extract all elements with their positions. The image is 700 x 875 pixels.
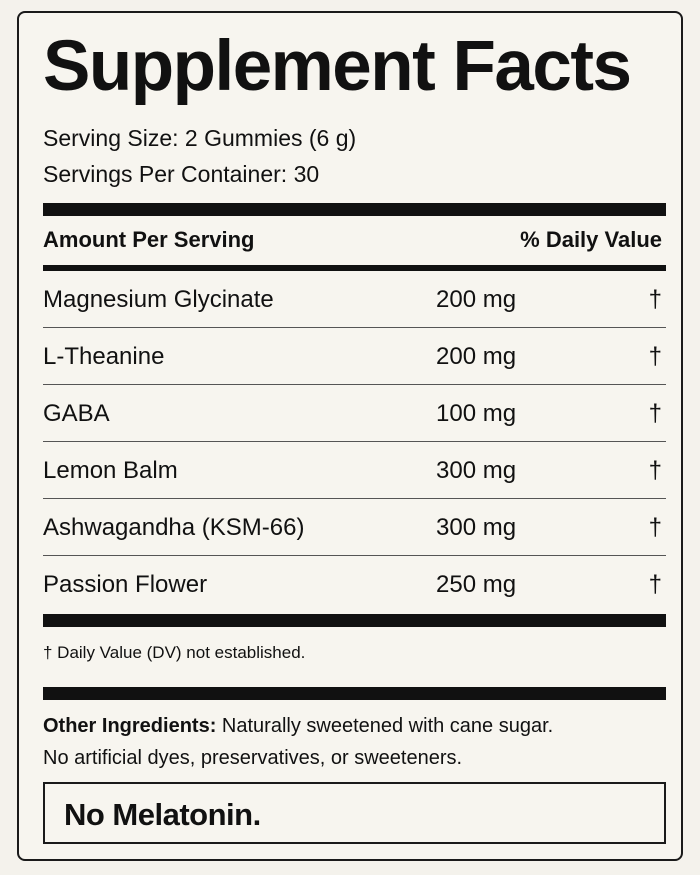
ingredient-daily-value: † <box>648 457 662 484</box>
ingredient-daily-value: † <box>648 514 662 541</box>
other-ingredients-label: Other Ingredients: <box>43 715 217 737</box>
ingredient-name: GABA <box>43 400 110 427</box>
other-ingredients-note: No artificial dyes, preservatives, or sweeteners. <box>43 747 463 769</box>
servings-per-container: Servings Per Container: 30 <box>43 161 320 187</box>
other-ingredients-text: Naturally sweetened with cane sugar. <box>216 715 554 737</box>
ingredient-row <box>43 442 666 499</box>
ingredient-name: Lemon Balm <box>43 457 178 484</box>
daily-value-footnote: † Daily Value (DV) not established. <box>43 643 306 662</box>
daily-value-header: % Daily Value <box>520 227 662 252</box>
ingredient-amount: 250 mg <box>436 571 517 598</box>
other-ingredients <box>43 710 666 774</box>
no-melatonin-callout <box>43 782 666 844</box>
thick-divider-top <box>43 203 666 216</box>
ingredient-row <box>43 385 666 442</box>
ingredient-row <box>43 328 666 385</box>
ingredient-daily-value: † <box>648 343 662 370</box>
supplement-facts-panel <box>17 11 683 861</box>
ingredient-amount: 200 mg <box>436 286 517 313</box>
amount-per-serving-header: Amount Per Serving <box>43 227 255 252</box>
ingredient-daily-value: † <box>648 571 662 598</box>
ingredient-name: Magnesium Glycinate <box>43 286 274 313</box>
ingredient-daily-value: † <box>648 286 662 313</box>
callout-text: No Melatonin. <box>64 797 261 832</box>
ingredient-row <box>43 556 666 613</box>
ingredient-name: L-Theanine <box>43 343 165 370</box>
ingredient-row <box>43 271 666 328</box>
ingredient-daily-value: † <box>648 400 662 427</box>
thick-divider-footer <box>43 687 666 700</box>
ingredient-amount: 100 mg <box>436 400 517 427</box>
thick-divider-bottom <box>43 614 666 627</box>
serving-size: Serving Size: 2 Gummies (6 g) <box>43 125 357 151</box>
ingredient-name: Passion Flower <box>43 571 208 598</box>
ingredient-amount: 200 mg <box>436 343 517 370</box>
panel-title: Supplement Facts <box>43 27 631 106</box>
ingredient-amount: 300 mg <box>436 457 517 484</box>
ingredient-name: Ashwagandha (KSM-66) <box>43 514 305 541</box>
ingredient-row <box>43 499 666 556</box>
ingredient-amount: 300 mg <box>436 514 517 541</box>
